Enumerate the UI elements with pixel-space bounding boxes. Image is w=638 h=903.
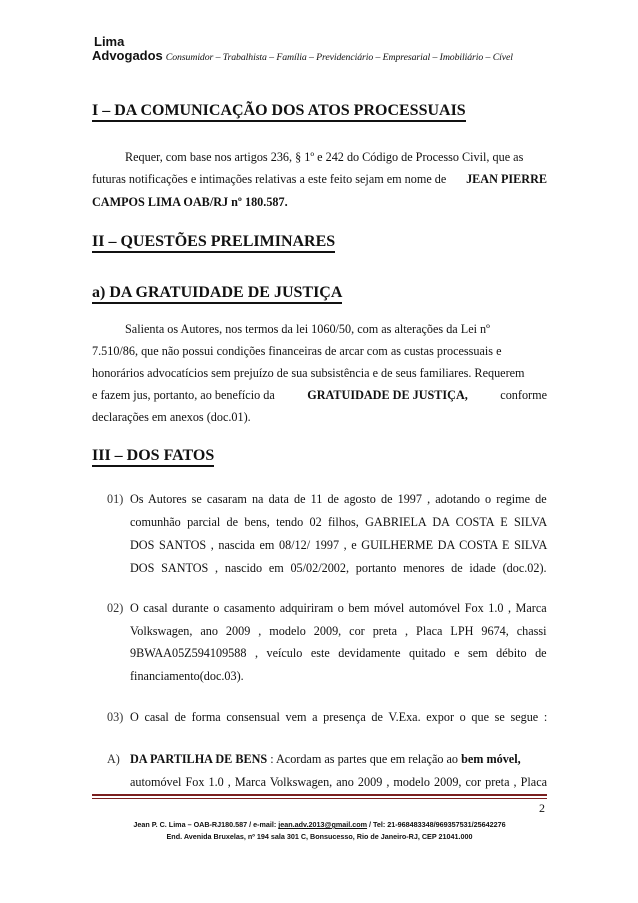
- list-item-line: O casal durante o casamento adquiriram o bem móvel automóvel Fox 1.0 , Marca: [130, 601, 547, 615]
- text-run: : Acordam as partes que em relação ao: [270, 752, 459, 766]
- list-item-line: DOS SANTOS , nascido em 05/02/2002, portanto menores de idade (doc.02).: [130, 561, 547, 575]
- paragraph-line: [92, 344, 502, 359]
- list-item-line: [130, 752, 521, 767]
- gratuidade-emphasis: GRATUIDADE DE JUSTIÇA,: [307, 388, 468, 402]
- footer-rule-thin: [92, 798, 547, 799]
- text-run: declarações em anexos (doc.01).: [92, 410, 251, 424]
- footer-text: / Tel: 21-968483348/969357531/25642276: [369, 820, 506, 829]
- paragraph-line: [125, 150, 547, 165]
- text-run: honorários advocatícios sem prejuízo de sua subsistência e de seus familiares. Requerem: [92, 366, 525, 380]
- list-item-line: Volkswagen, ano 2009 , modelo 2009, cor preta , Placa LPH 9674, chassi: [130, 624, 547, 638]
- text-run: futuras notificações e intimações relativas a este feito sejam em nome de: [92, 172, 447, 186]
- footer-text: Jean P. C. Lima – OAB-RJ180.587 / e-mail:: [133, 820, 277, 829]
- page-number: 2: [539, 801, 545, 815]
- list-item-line: financiamento(doc.03).: [130, 669, 244, 683]
- list-item-line: comunhão parcial de bens, tendo 02 filhos, GABRIELA DA COSTA E SILVA: [130, 515, 548, 529]
- list-item-line: Os Autores se casaram na data de 11 de agosto de 1997 , adotando o regime de: [130, 492, 547, 506]
- item-number: 01): [107, 492, 124, 506]
- email-link[interactable]: jean.adv.2013@gmail.com: [278, 820, 368, 829]
- firm-tagline: Consumidor – Trabalhista – Família – Previdenciário – Empresarial – Imobiliário – Cível: [165, 52, 513, 63]
- paragraph-line: [92, 172, 547, 187]
- paragraph-line: [92, 366, 525, 381]
- paragraph-line: [92, 388, 547, 403]
- section-title-comunicacao: I – DA COMUNICAÇÃO DOS ATOS PROCESSUAIS: [92, 101, 466, 122]
- text-run: Salienta os Autores, nos termos da lei 1060/50, com as alterações da Lei nº: [125, 322, 490, 336]
- list-item-line: DOS SANTOS , nascida em 08/12/ 1997 , e GUILHERME DA COSTA E SILVA: [130, 538, 548, 552]
- text-run: conforme: [500, 388, 547, 402]
- footer-address: End. Avenida Bruxelas, nº 194 sala 301 C, Bonsucesso, Rio de Janeiro-RJ, CEP 21041.000: [166, 832, 473, 841]
- section-title-preliminares: II – QUESTÕES PRELIMINARES: [92, 232, 335, 253]
- firm-name-line2: Advogados: [92, 48, 163, 63]
- subsection-title-gratuidade: a) DA GRATUIDADE DE JUSTIÇA: [92, 283, 342, 304]
- item-number: 03): [107, 710, 124, 724]
- list-item-line: 9BWAA05Z594109588 , veículo este devidamente quitado e sem débito de: [130, 646, 547, 660]
- paragraph-line: [92, 195, 288, 210]
- firm-name-line1: Lima: [94, 34, 125, 49]
- lawyer-name: JEAN PIERRE: [466, 172, 547, 186]
- text-run: e fazem jus, portanto, ao benefício da: [92, 388, 275, 402]
- firm-logo: [92, 35, 513, 65]
- paragraph-line: [125, 322, 490, 337]
- lawyer-oab: CAMPOS LIMA OAB/RJ nº 180.587.: [92, 195, 288, 209]
- paragraph-line: [92, 410, 251, 425]
- list-item-line: automóvel Fox 1.0 , Marca Volkswagen, ano 2009 , modelo 2009, cor preta , Placa: [130, 775, 548, 789]
- footer-rule: [92, 794, 547, 796]
- item-number: 02): [107, 601, 124, 615]
- text-run: 7.510/86, que não possui condições financeiras de arcar com as custas processuais e: [92, 344, 502, 358]
- list-item-line: O casal de forma consensual vem a presença de V.Exa. expor o que se segue :: [130, 710, 548, 724]
- section-title-fatos: III – DOS FATOS: [92, 446, 214, 467]
- footer-contact: [92, 820, 547, 830]
- bem-movel-emphasis: bem móvel,: [461, 752, 521, 766]
- partilha-heading: DA PARTILHA DE BENS: [130, 752, 268, 766]
- text-run: Requer, com base nos artigos 236, § 1º e 242 do Código de Processo Civil, que as: [125, 150, 524, 164]
- item-letter: A): [107, 752, 120, 766]
